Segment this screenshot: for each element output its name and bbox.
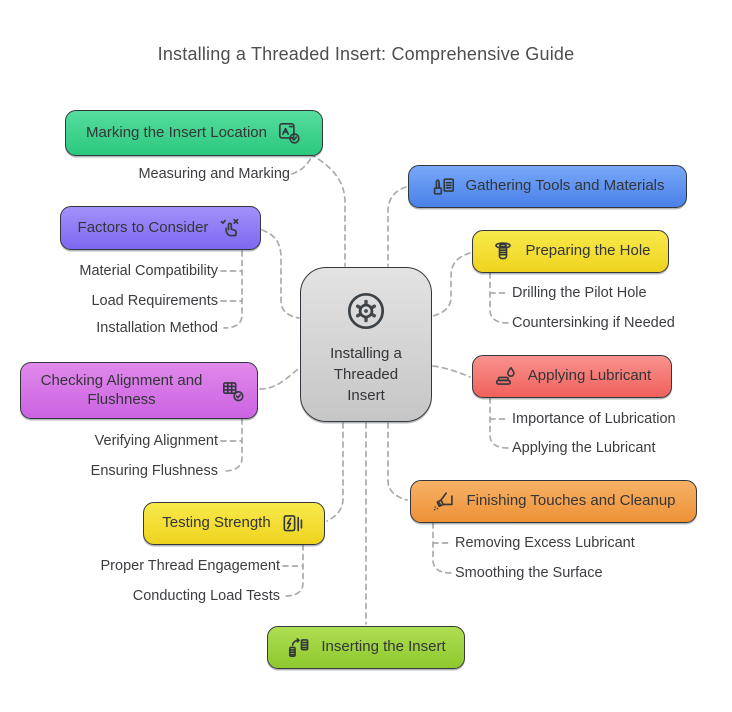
marking-check-icon xyxy=(276,120,302,146)
node-label: Preparing the Hole xyxy=(525,242,651,260)
node-applying-lubricant xyxy=(472,355,672,398)
link-testing-children xyxy=(285,545,303,596)
node-inserting-the-insert xyxy=(267,626,465,669)
link-checking-children xyxy=(224,419,242,471)
subtopic-smoothing-the-surface: Smoothing the Surface xyxy=(455,565,603,581)
link-marking-center xyxy=(302,150,345,266)
node-label: Finishing Touches and Cleanup xyxy=(466,492,676,510)
subtopic-conducting-load-tests: Conducting Load Tests xyxy=(132,588,280,604)
subtopic-measuring-and-marking: Measuring and Marking xyxy=(138,166,290,182)
subtopic-material-compatibility: Material Compatibility xyxy=(79,263,218,279)
node-checking-alignment-flushness xyxy=(20,362,258,419)
link-testing-center xyxy=(327,423,343,521)
link-preparing-children xyxy=(490,273,508,323)
subtopic-importance-of-lubrication: Importance of Lubrication xyxy=(512,411,676,427)
node-factors-to-consider xyxy=(60,206,261,250)
decision-hand-icon xyxy=(217,215,243,241)
gear-icon xyxy=(343,288,389,334)
threaded-insert-icon xyxy=(490,239,516,265)
node-label: Factors to Consider xyxy=(77,218,209,236)
node-marking-insert-location xyxy=(65,110,323,156)
tools-list-icon xyxy=(431,174,457,200)
subtopic-verifying-alignment: Verifying Alignment xyxy=(94,433,218,449)
broom-icon xyxy=(431,489,457,515)
link-preparing-center xyxy=(433,253,470,316)
subtopic-installation-method: Installation Method xyxy=(96,320,218,336)
node-label: Applying Lubricant xyxy=(527,367,652,385)
link-factors-center xyxy=(262,230,299,318)
link-checking-center xyxy=(260,369,298,389)
diagram-title: Installing a Threaded Insert: Comprehensive Guide xyxy=(157,44,575,64)
oil-drop-icon xyxy=(493,364,519,390)
grid-check-icon xyxy=(220,378,246,404)
node-label: Marking the Insert Location xyxy=(86,123,267,141)
subtopic-load-requirements: Load Requirements xyxy=(91,293,218,309)
subtopic-applying-the-lubricant: Applying the Lubricant xyxy=(512,440,656,456)
node-central-topic xyxy=(300,267,432,422)
link-finishing-children xyxy=(433,523,451,573)
link-lubricant-children xyxy=(490,398,508,448)
central-topic-label: Installing a Threaded Insert xyxy=(330,345,402,404)
subtopic-ensuring-flushness: Ensuring Flushness xyxy=(90,463,218,479)
link-gathering-center xyxy=(388,187,406,266)
link-measuring-marking xyxy=(292,158,311,174)
link-finishing-center xyxy=(388,423,407,500)
subtopic-proper-thread-engagement: Proper Thread Engagement xyxy=(100,558,280,574)
node-finishing-touches-cleanup xyxy=(410,480,697,523)
node-testing-strength xyxy=(143,502,325,545)
subtopic-countersinking-if-needed: Countersinking if Needed xyxy=(512,315,675,331)
impact-test-icon xyxy=(280,511,306,537)
subtopic-drilling-pilot-hole: Drilling the Pilot Hole xyxy=(512,285,647,301)
node-label: Testing Strength xyxy=(162,514,271,532)
link-factors-children xyxy=(224,251,242,328)
node-label: Inserting the Insert xyxy=(321,638,446,656)
subtopic-removing-excess-lubricant: Removing Excess Lubricant xyxy=(455,535,635,551)
node-preparing-the-hole xyxy=(472,230,669,273)
insert-rotate-icon xyxy=(286,635,312,661)
link-lubricant-center xyxy=(433,366,470,377)
node-label: Checking Alignment and Flushness xyxy=(40,371,203,408)
node-gathering-tools-materials xyxy=(408,165,687,208)
node-label: Gathering Tools and Materials xyxy=(465,177,665,195)
